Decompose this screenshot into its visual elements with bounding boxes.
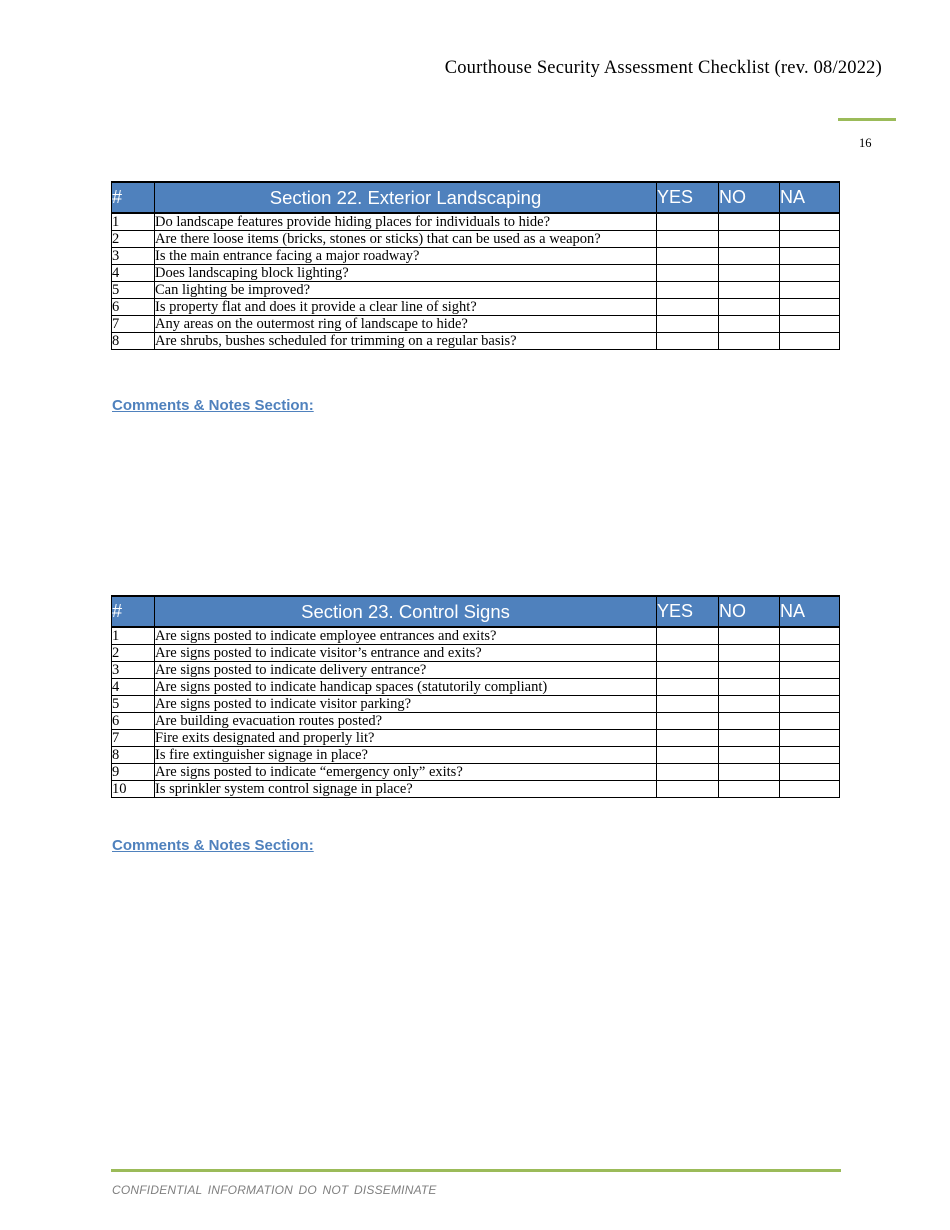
answer-cell-na[interactable] xyxy=(780,231,840,248)
checklist-row xyxy=(112,730,840,747)
row-question: Are there loose items (bricks, stones or sticks) that can be used as a weapon? xyxy=(155,231,657,248)
answer-cell-no[interactable] xyxy=(719,696,780,713)
answer-cell-no[interactable] xyxy=(719,730,780,747)
column-header-no: NO xyxy=(719,182,780,213)
checklist-row xyxy=(112,248,840,265)
answer-cell-yes[interactable] xyxy=(657,645,719,662)
row-question: Are signs posted to indicate handicap spaces (statutorily compliant) xyxy=(155,679,657,696)
section-23-body xyxy=(112,627,840,798)
checklist-row xyxy=(112,316,840,333)
column-header-yes: YES xyxy=(657,596,719,627)
row-question: Is fire extinguisher signage in place? xyxy=(155,747,657,764)
column-header-na: NA xyxy=(780,596,840,627)
section-23-table xyxy=(111,595,840,798)
answer-cell-yes[interactable] xyxy=(657,333,719,350)
answer-cell-no[interactable] xyxy=(719,662,780,679)
answer-cell-yes[interactable] xyxy=(657,213,719,231)
answer-cell-na[interactable] xyxy=(780,696,840,713)
row-question: Are signs posted to indicate delivery entrance? xyxy=(155,662,657,679)
row-number: 2 xyxy=(112,231,155,248)
answer-cell-yes[interactable] xyxy=(657,316,719,333)
answer-cell-no[interactable] xyxy=(719,764,780,781)
answer-cell-na[interactable] xyxy=(780,213,840,231)
answer-cell-yes[interactable] xyxy=(657,299,719,316)
answer-cell-no[interactable] xyxy=(719,265,780,282)
checklist-row xyxy=(112,265,840,282)
checklist-row xyxy=(112,627,840,645)
row-question: Are building evacuation routes posted? xyxy=(155,713,657,730)
row-question: Is sprinkler system control signage in place? xyxy=(155,781,657,798)
answer-cell-yes[interactable] xyxy=(657,696,719,713)
section-22-table xyxy=(111,181,840,350)
answer-cell-yes[interactable] xyxy=(657,713,719,730)
row-question: Can lighting be improved? xyxy=(155,282,657,299)
answer-cell-yes[interactable] xyxy=(657,662,719,679)
answer-cell-yes[interactable] xyxy=(657,627,719,645)
column-header-na: NA xyxy=(780,182,840,213)
footer-divider xyxy=(111,1169,841,1172)
row-question: Do landscape features provide hiding places for individuals to hide? xyxy=(155,213,657,231)
checklist-row xyxy=(112,213,840,231)
answer-cell-yes[interactable] xyxy=(657,679,719,696)
row-question: Is property flat and does it provide a clear line of sight? xyxy=(155,299,657,316)
answer-cell-no[interactable] xyxy=(719,713,780,730)
row-question: Are signs posted to indicate visitor’s entrance and exits? xyxy=(155,645,657,662)
row-number: 8 xyxy=(112,747,155,764)
answer-cell-yes[interactable] xyxy=(657,764,719,781)
answer-cell-na[interactable] xyxy=(780,713,840,730)
row-number: 1 xyxy=(112,627,155,645)
row-number: 5 xyxy=(112,696,155,713)
answer-cell-yes[interactable] xyxy=(657,282,719,299)
row-number: 5 xyxy=(112,282,155,299)
row-number: 7 xyxy=(112,730,155,747)
section-22-comments-label: Comments & Notes Section: xyxy=(112,397,314,414)
answer-cell-na[interactable] xyxy=(780,333,840,350)
answer-cell-yes[interactable] xyxy=(657,730,719,747)
answer-cell-na[interactable] xyxy=(780,282,840,299)
row-question: Are signs posted to indicate visitor parking? xyxy=(155,696,657,713)
answer-cell-no[interactable] xyxy=(719,333,780,350)
row-number: 4 xyxy=(112,265,155,282)
column-header-yes: YES xyxy=(657,182,719,213)
section-22-body xyxy=(112,213,840,350)
row-number: 1 xyxy=(112,213,155,231)
answer-cell-na[interactable] xyxy=(780,248,840,265)
row-number: 3 xyxy=(112,248,155,265)
header-divider xyxy=(838,118,896,121)
checklist-row xyxy=(112,333,840,350)
section-22-header-row xyxy=(112,182,840,213)
row-question: Are shrubs, bushes scheduled for trimming on a regular basis? xyxy=(155,333,657,350)
checklist-row xyxy=(112,679,840,696)
answer-cell-na[interactable] xyxy=(780,627,840,645)
checklist-row xyxy=(112,696,840,713)
answer-cell-na[interactable] xyxy=(780,679,840,696)
answer-cell-no[interactable] xyxy=(719,747,780,764)
page-number: 16 xyxy=(859,136,872,150)
answer-cell-yes[interactable] xyxy=(657,231,719,248)
checklist-row xyxy=(112,282,840,299)
answer-cell-yes[interactable] xyxy=(657,747,719,764)
row-number: 4 xyxy=(112,679,155,696)
checklist-row xyxy=(112,231,840,248)
answer-cell-no[interactable] xyxy=(719,282,780,299)
checklist-row xyxy=(112,747,840,764)
answer-cell-no[interactable] xyxy=(719,679,780,696)
row-number: 8 xyxy=(112,333,155,350)
section-23-header-row xyxy=(112,596,840,627)
checklist-row xyxy=(112,764,840,781)
row-number: 7 xyxy=(112,316,155,333)
row-question: Are signs posted to indicate “emergency only” exits? xyxy=(155,764,657,781)
column-header-number: # xyxy=(112,596,155,627)
column-header-no: NO xyxy=(719,596,780,627)
row-number: 3 xyxy=(112,662,155,679)
checklist-row xyxy=(112,299,840,316)
row-number: 10 xyxy=(112,781,155,798)
answer-cell-na[interactable] xyxy=(780,265,840,282)
answer-cell-yes[interactable] xyxy=(657,781,719,798)
row-question: Is the main entrance facing a major roadway? xyxy=(155,248,657,265)
answer-cell-yes[interactable] xyxy=(657,265,719,282)
section-22-title: Section 22. Exterior Landscaping xyxy=(155,182,657,213)
answer-cell-no[interactable] xyxy=(719,645,780,662)
row-question: Any areas on the outermost ring of landscape to hide? xyxy=(155,316,657,333)
row-question: Fire exits designated and properly lit? xyxy=(155,730,657,747)
row-number: 2 xyxy=(112,645,155,662)
answer-cell-no[interactable] xyxy=(719,299,780,316)
answer-cell-na[interactable] xyxy=(780,645,840,662)
answer-cell-na[interactable] xyxy=(780,316,840,333)
answer-cell-na[interactable] xyxy=(780,299,840,316)
column-header-number: # xyxy=(112,182,155,213)
answer-cell-na[interactable] xyxy=(780,781,840,798)
answer-cell-na[interactable] xyxy=(780,662,840,679)
checklist-row xyxy=(112,713,840,730)
answer-cell-no[interactable] xyxy=(719,627,780,645)
answer-cell-no[interactable] xyxy=(719,316,780,333)
row-number: 6 xyxy=(112,299,155,316)
section-23-title: Section 23. Control Signs xyxy=(155,596,657,627)
answer-cell-na[interactable] xyxy=(780,730,840,747)
answer-cell-no[interactable] xyxy=(719,781,780,798)
confidential-footer: CONFIDENTIAL INFORMATION DO NOT DISSEMINATE xyxy=(112,1183,437,1197)
row-question: Does landscaping block lighting? xyxy=(155,265,657,282)
checklist-row xyxy=(112,781,840,798)
document-title: Courthouse Security Assessment Checklist (rev. 08/2022) xyxy=(444,58,882,78)
checklist-row xyxy=(112,645,840,662)
answer-cell-no[interactable] xyxy=(719,231,780,248)
row-number: 9 xyxy=(112,764,155,781)
answer-cell-no[interactable] xyxy=(719,248,780,265)
answer-cell-yes[interactable] xyxy=(657,248,719,265)
row-question: Are signs posted to indicate employee entrances and exits? xyxy=(155,627,657,645)
checklist-row xyxy=(112,662,840,679)
answer-cell-na[interactable] xyxy=(780,764,840,781)
section-23-comments-label: Comments & Notes Section: xyxy=(112,837,314,854)
answer-cell-no[interactable] xyxy=(719,213,780,231)
answer-cell-na[interactable] xyxy=(780,747,840,764)
row-number: 6 xyxy=(112,713,155,730)
